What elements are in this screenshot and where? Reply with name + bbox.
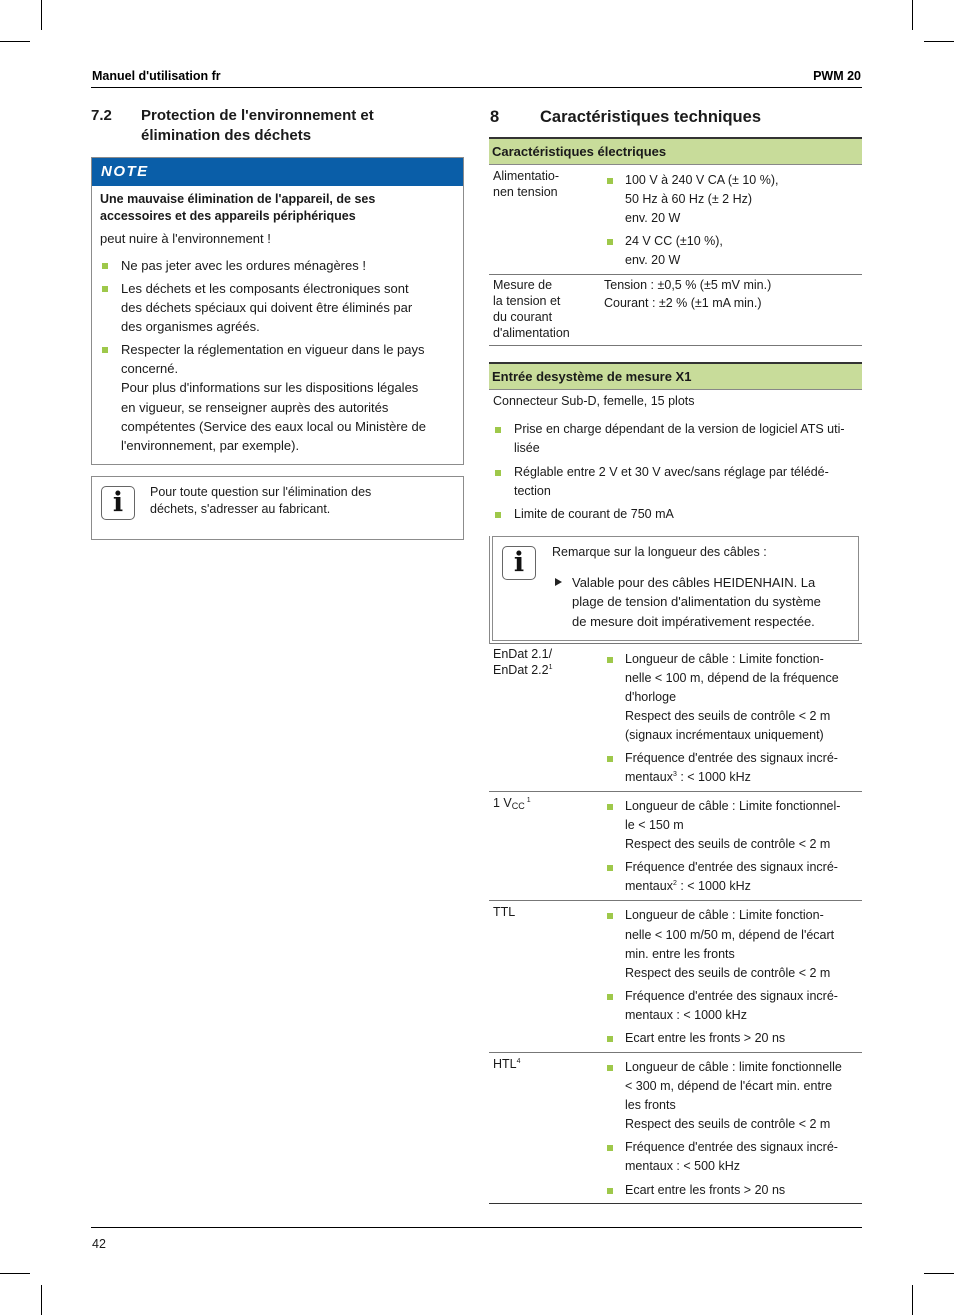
bullet-marker bbox=[607, 657, 613, 663]
bullet-marker bbox=[607, 913, 613, 919]
table-rule bbox=[489, 791, 862, 792]
input-bullet-line: Limite de courant de 750 mA bbox=[514, 507, 674, 521]
row-value: 24 V CC (±10 %), bbox=[625, 234, 723, 248]
row-label: la tension et bbox=[493, 294, 561, 308]
page-number: 42 bbox=[92, 1237, 106, 1251]
bullet-marker bbox=[607, 178, 613, 184]
bullet-marker bbox=[607, 1065, 613, 1071]
row-value: min. entre les fronts bbox=[625, 947, 735, 961]
info-text-line: plage de tension d'alimentation du système bbox=[572, 594, 821, 609]
row-value: les fronts bbox=[625, 1098, 676, 1112]
row-label: Alimentatio- bbox=[493, 169, 559, 183]
row-value: env. 20 W bbox=[625, 253, 681, 267]
row-value: d'horloge bbox=[625, 690, 677, 704]
row-label: d'alimentation bbox=[493, 326, 570, 340]
crop-mark bbox=[41, 1285, 42, 1315]
table-rule bbox=[489, 274, 862, 275]
crop-mark bbox=[41, 0, 42, 30]
row-label: nen tension bbox=[493, 185, 558, 199]
bullet-marker bbox=[607, 804, 613, 810]
bullet-marker bbox=[607, 1188, 613, 1194]
row-value: Longueur de câble : Limite fonction- bbox=[625, 652, 824, 666]
row-value: env. 20 W bbox=[625, 211, 681, 225]
row-value: le < 150 m bbox=[625, 818, 684, 832]
input-bullet-line: tection bbox=[514, 484, 551, 498]
running-header-right: PWM 20 bbox=[813, 69, 861, 83]
crop-mark bbox=[924, 1273, 954, 1274]
note-bullet-line: Respecter la réglementation en vigueur dans le pays bbox=[121, 342, 425, 357]
info-icon: i bbox=[502, 546, 536, 580]
crop-mark bbox=[912, 1285, 913, 1315]
row-value: Respect des seuils de contrôle < 2 m bbox=[625, 1117, 831, 1131]
note-bullet-line: concerné. bbox=[121, 361, 179, 376]
row-label: EnDat 2.1/ bbox=[493, 647, 553, 661]
note-bullet-line: l'environnement, par exemple). bbox=[121, 438, 300, 453]
row-value: 50 Hz à 60 Hz (± 2 Hz) bbox=[625, 192, 753, 206]
bullet-marker bbox=[495, 512, 501, 518]
crop-mark bbox=[912, 0, 913, 30]
section-title-line: élimination des déchets bbox=[141, 127, 312, 144]
section-number: 8 bbox=[490, 108, 500, 126]
bullet-marker bbox=[607, 239, 613, 245]
table-header-electrical: Caractéristiques électriques bbox=[489, 137, 862, 165]
bullet-marker bbox=[607, 994, 613, 1000]
bullet-marker bbox=[495, 427, 501, 433]
table-rule bbox=[489, 900, 862, 901]
row-value: Longueur de câble : limite fonctionnelle bbox=[625, 1060, 842, 1074]
row-value: Respect des seuils de contrôle < 2 m bbox=[625, 837, 831, 851]
crop-mark bbox=[924, 41, 954, 42]
row-label: HTL$^4$ bbox=[493, 1057, 521, 1071]
input-bullet-line: Réglable entre 2 V et 30 V avec/sans réglage par télédé- bbox=[514, 465, 829, 479]
bullet-marker bbox=[102, 286, 108, 292]
row-label: TTL bbox=[493, 905, 516, 919]
row-value: Respect des seuils de contrôle < 2 m bbox=[625, 709, 831, 723]
note-bullet-line: compétentes (Service des eaux local ou Ministère de bbox=[121, 419, 426, 434]
note-warning-line: Une mauvaise élimination de l'appareil, de ses bbox=[100, 192, 376, 206]
row-value: Ecart entre les fronts > 20 ns bbox=[625, 1031, 786, 1045]
note-bullet-line: Ne pas jeter avec les ordures ménagères ! bbox=[121, 258, 366, 273]
table-rule bbox=[489, 1052, 862, 1053]
row-value: mentaux$^3$ : < 1000 kHz bbox=[625, 770, 751, 784]
bullet-marker bbox=[102, 347, 108, 353]
note-bullet-line: en vigueur, se renseigner auprès des autorités bbox=[121, 400, 389, 415]
row-value: nelle < 100 m/50 m, dépend de l'écart bbox=[625, 928, 835, 942]
note-text: peut nuire à l'environnement ! bbox=[100, 231, 271, 246]
note-warning-line: accessoires et des appareils périphériques bbox=[100, 209, 356, 223]
section-title: Caractéristiques techniques bbox=[540, 108, 761, 126]
input-bullet-line: Prise en charge dépendant de la version de logiciel ATS uti- bbox=[514, 422, 845, 436]
crop-mark bbox=[0, 41, 30, 42]
connector-text: Connecteur Sub-D, femelle, 15 plots bbox=[493, 394, 695, 408]
note-bullet-line: Pour plus d'informations sur les dispositions légales bbox=[121, 380, 419, 395]
row-value: 100 V à 240 V CA (± 10 %), bbox=[625, 173, 779, 187]
header-rule bbox=[91, 87, 862, 88]
section-number: 7.2 bbox=[91, 107, 112, 124]
info-text-line: Remarque sur la longueur des câbles : bbox=[552, 545, 767, 559]
bullet-marker bbox=[102, 263, 108, 269]
footer-rule bbox=[91, 1227, 862, 1228]
row-label: du courant bbox=[493, 310, 553, 324]
row-value: Longueur de câble : Limite fonctionnel- bbox=[625, 799, 841, 813]
row-value: < 300 m, dépend de l'écart min. entre bbox=[625, 1079, 833, 1093]
table-vrule bbox=[489, 536, 490, 644]
table-rule bbox=[489, 643, 862, 644]
row-value: Longueur de câble : Limite fonction- bbox=[625, 908, 824, 922]
table-header-input: Entrée desystème de mesure X1 bbox=[489, 362, 862, 390]
row-value: Respect des seuils de contrôle < 2 m bbox=[625, 966, 831, 980]
note-bullet-line: Les déchets et les composants électroniques sont bbox=[121, 281, 409, 296]
bullet-marker bbox=[495, 470, 501, 476]
crop-mark bbox=[0, 1273, 30, 1274]
bullet-marker bbox=[607, 756, 613, 762]
input-bullet-line: lisée bbox=[514, 441, 540, 455]
row-value: (signaux incrémentaux uniquement) bbox=[625, 728, 824, 742]
row-value: mentaux$^2$ : < 1000 kHz bbox=[625, 879, 751, 893]
row-value: nelle < 100 m, dépend de la fréquence bbox=[625, 671, 839, 685]
row-value: Fréquence d'entrée des signaux incré- bbox=[625, 751, 838, 765]
info-text-line: déchets, s'adresser au fabricant. bbox=[150, 502, 331, 516]
row-value: Courant : ±2 % (±1 mA min.) bbox=[604, 296, 762, 310]
row-value: Tension : ±0,5 % (±5 mV min.) bbox=[604, 278, 772, 292]
row-value: Fréquence d'entrée des signaux incré- bbox=[625, 860, 838, 874]
info-text-line: Pour toute question sur l'élimination des bbox=[150, 485, 372, 499]
row-label: EnDat $2.2^1$ bbox=[493, 663, 553, 677]
bullet-marker bbox=[607, 865, 613, 871]
row-value: Fréquence d'entrée des signaux incré- bbox=[625, 1140, 838, 1154]
row-value: Ecart entre les fronts > 20 ns bbox=[625, 1183, 786, 1197]
row-label: Mesure de bbox=[493, 278, 553, 292]
section-title-line: Protection de l'environnement et bbox=[141, 107, 374, 124]
table-rule bbox=[489, 1203, 862, 1204]
info-icon: i bbox=[101, 486, 135, 520]
note-label: NOTE bbox=[92, 158, 463, 186]
row-label: 1 $V_{CC}$ $^1$ bbox=[493, 796, 531, 811]
row-value: mentaux : < 500 kHz bbox=[625, 1159, 740, 1173]
table-rule bbox=[489, 345, 862, 346]
info-text-line: Valable pour des câbles HEIDENHAIN. La bbox=[572, 575, 816, 590]
note-bullet-line: des organismes agréés. bbox=[121, 319, 260, 334]
note-bullet-line: des déchets spéciaux qui doivent être éliminés par bbox=[121, 300, 413, 315]
arrow-marker bbox=[555, 578, 562, 586]
running-header-left: Manuel d'utilisation fr bbox=[92, 69, 221, 83]
info-text-line: de mesure doit impérativement respectée. bbox=[572, 614, 815, 629]
row-value: Fréquence d'entrée des signaux incré- bbox=[625, 989, 838, 1003]
bullet-marker bbox=[607, 1145, 613, 1151]
row-value: mentaux : < 1000 kHz bbox=[625, 1008, 747, 1022]
bullet-marker bbox=[607, 1036, 613, 1042]
